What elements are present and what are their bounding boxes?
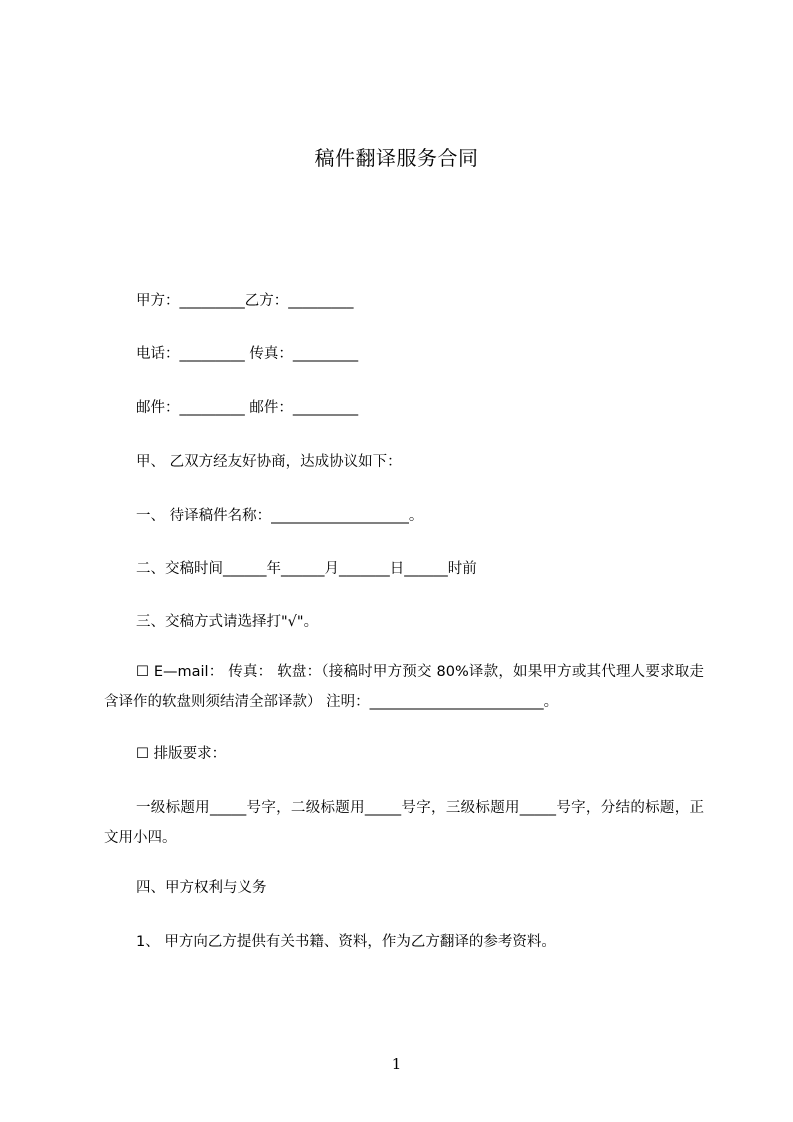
phone-fax-line: 电话：_________ 传真：_________ bbox=[136, 346, 359, 362]
item-4-party-a-rights: 四、甲方权利与义务 bbox=[136, 880, 267, 896]
parties-line: 甲方：_________乙方：_________ bbox=[136, 293, 354, 309]
item-3-delivery-method: 三、交稿方式请选择打"√"。 bbox=[136, 614, 319, 630]
preamble-line: 甲、 乙双方经友好协商，达成协议如下： bbox=[136, 454, 402, 470]
document-title: 稿件翻译服务合同 bbox=[314, 146, 479, 170]
item-1-manuscript-name: 一、 待译稿件名称：___________________。 bbox=[136, 508, 424, 524]
item-2-delivery-time: 二、交稿时间______年______月_______日______时前 bbox=[136, 561, 477, 577]
page-number: 1 bbox=[391, 1055, 402, 1073]
font-size-paragraph: 一级标题用_____号字，二级标题用_____号字，三级标题用_____号字，分结的标题，正文用小四。 bbox=[104, 800, 704, 846]
layout-requirement-line: ☐ 排版要求： bbox=[136, 746, 227, 762]
delivery-options-paragraph: ☐ E—mail： 传真： 软盘：（接稿时甲方预交 80%译款，如果甲方或其代理人要求取走含译作的软盘则须结清全部译款） 注明：________________________。 bbox=[104, 664, 704, 710]
item-4-1-reference-materials: 1、 甲方向乙方提供有关书籍、资料，作为乙方翻译的参考资料。 bbox=[136, 934, 556, 950]
email-line: 邮件：_________ 邮件：_________ bbox=[136, 400, 359, 416]
